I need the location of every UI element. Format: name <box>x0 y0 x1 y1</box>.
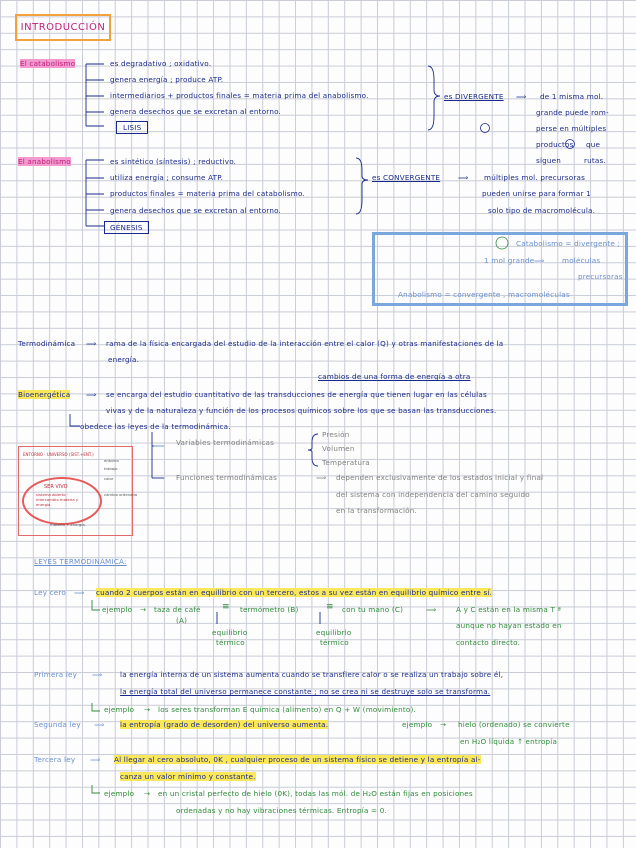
tercera-ex-text-1: en un cristal perfecto de hielo (0K), todas las mól. de H₂O están fijas en posiciones <box>158 789 473 798</box>
bioenergetica-term: Bioenergética <box>18 390 71 399</box>
tercera-ex-text-2: ordenadas y no hay vibraciones térmicas. Entropía = 0. <box>176 806 388 815</box>
bioenergetica-label <box>18 390 70 399</box>
funcs-text-1: dependen exclusivamente de los estados inicial y final <box>336 473 544 482</box>
ley-cero-res-1: A y C están en la misma T ª <box>456 605 562 614</box>
anab-item-3: productos finales = materia prima del catabolismo. <box>110 189 305 198</box>
anabolismo-term: El anabolismo <box>18 157 71 166</box>
segunda-ex-text: hielo (ordenado) se convierte <box>458 720 570 729</box>
divergente-line-3: perse en múltiples <box>536 124 607 133</box>
arrow-icon: → <box>440 720 447 729</box>
convergente-line-2: pueden unirse para formar 1 <box>482 189 591 198</box>
legend-line-4: Anabolismo = convergente , macromoléculas <box>398 290 570 299</box>
diagram-label-entorno: entorno <box>104 458 119 463</box>
ley-cero-ex-b: termómetro (B) <box>240 605 299 614</box>
catab-item-1: es degradativo ; oxidativo. <box>110 59 212 68</box>
diagram-center: SER VIVO <box>44 484 68 490</box>
divergente-line-4: productos <box>536 140 574 149</box>
catabolismo-term: El catabolismo <box>20 59 76 68</box>
termo-text-1: rama de la física encargada del estudio de la interacción entre el calor (Q) y otras manifestaciones de la <box>106 339 504 348</box>
equals-icon: ≡ <box>222 602 230 612</box>
funcs-text-2: del sistema con independencia del camino seguido <box>336 490 530 499</box>
ley-cero-ex-c: con tu mano (C) <box>342 605 404 614</box>
arrow-icon: ⟹ <box>516 92 527 101</box>
arrow-icon: ⟹ <box>458 173 469 182</box>
arrow-icon: → <box>140 605 147 614</box>
anabolismo-label <box>18 157 71 166</box>
diagram-label-calor: calor <box>104 476 114 481</box>
tercera-ley-label: Tercera ley <box>34 755 76 764</box>
termo-text-2: energía. <box>108 355 140 364</box>
segunda-ley-label: Segunda ley <box>34 720 81 729</box>
eq-2: equilibrio <box>316 628 352 637</box>
termodinamica-label: Termodinámica <box>18 339 76 348</box>
tercera-ex: ejemplo <box>104 789 135 798</box>
legend-line-2: 1 mol grande <box>484 256 535 265</box>
arrow-icon: → <box>144 705 151 714</box>
divergente-line-5: que <box>586 140 601 149</box>
bio-above-note: cambios de una forma de energía a otra <box>318 372 471 381</box>
funcs-label: Funciones termodinámicas <box>176 473 278 482</box>
var-presion: Presión <box>322 430 350 439</box>
ley-cero-label: Ley cero <box>34 588 67 597</box>
anab-item-1: es sintético (síntesis) ; reductivo. <box>110 157 237 166</box>
diagram-label-trabajo: trabajo <box>104 466 118 471</box>
ley-cero-ex-a: taza de café <box>154 605 201 614</box>
divergente-line-7: rutas. <box>584 156 606 165</box>
diagram-header: ENTORNO · UNIVERSO (SIST.+ENT.) <box>23 452 94 457</box>
tercera-text-1 <box>114 755 481 764</box>
diagram-label-materia: materia + energía <box>50 522 85 527</box>
segunda-ex: ejemplo <box>402 720 433 729</box>
bio-text-2: vivas y de la naturaleza y función de los procesos químicos sobre los que se basan las transducciones. <box>106 406 497 415</box>
catab-item-3: intermediarios + productos finales = materia prima del anabolismo. <box>110 91 369 100</box>
funcs-text-3: en la transformación. <box>336 506 417 515</box>
catab-item-2: genera energía ; produce ATP. <box>110 75 224 84</box>
primera-ley-label: Primera ley <box>34 670 78 679</box>
eq-1b: térmico <box>216 638 245 647</box>
catab-item-4: genera desechos que se excretan al entorno. <box>110 107 282 116</box>
bio-text-1: se encarga del estudio cuantitativo de las transducciones de energía que tienen lugar en las células <box>106 390 487 399</box>
arrow-icon: ⟹ <box>534 256 545 265</box>
ley-cero-res-2: aunque no hayan estado en <box>456 621 562 630</box>
segunda-text <box>120 720 328 729</box>
divergente-line-6: siguen <box>536 156 562 165</box>
tercera-text-2 <box>120 772 256 781</box>
primera-ex: ejemplo <box>104 705 135 714</box>
tercera-highlight-2: canza un valor mínimo y constante. <box>120 772 256 781</box>
segunda-highlight: la entropía (grado de desorden) del universo aumenta. <box>120 720 329 729</box>
legend-line-2b: moléculas <box>562 256 601 265</box>
primera-text-2: la energía total del universo permanece constante ; no se crea ni se destruye solo se transforma. <box>120 687 491 696</box>
obedece-text: obedece las leyes de la termodinámica. <box>80 422 231 431</box>
ley-cero-text <box>96 588 492 597</box>
arrow-icon: ⟹ <box>426 605 437 614</box>
convergente-line-1: múltiples mol. precursoras <box>484 173 586 182</box>
arrow-icon: ⟹ <box>86 390 97 399</box>
arrow-icon: ⟹ <box>74 588 85 597</box>
eq-1: equilibrio <box>212 628 248 637</box>
ley-cero-ex-a2: (A) <box>176 616 188 625</box>
primera-text-1: la energía interna de un sistema aumenta cuando se transfiere calor o se realiza un trabajo sobre él, <box>120 670 504 679</box>
diagram-sub: sistema abierto · intercambio materia y energía <box>36 492 79 507</box>
leyes-header: LEYES TERMODINÁMICA: <box>34 557 127 566</box>
tercera-highlight-1: Al llegar al cero absoluto, 0K , cualquier proceso de un sistema físico se detiene y la entropía al- <box>114 755 481 764</box>
lisis-box: LISIS <box>116 121 148 134</box>
ley-cero-ex: ejemplo <box>102 605 133 614</box>
catabolismo-label <box>20 59 75 68</box>
divergente-line-2: grande puede rom- <box>536 108 609 117</box>
vars-label: Variables termodinámicas <box>176 438 275 447</box>
anab-item-2: utiliza energía ; consume ATP. <box>110 173 224 182</box>
ley-cero-res-3: contacto directo. <box>456 638 521 647</box>
genesis-box: GÉNESIS <box>104 221 149 234</box>
var-volumen: Volumen <box>322 444 355 453</box>
arrow-icon: ⟹ <box>92 670 103 679</box>
legend-line-1: Catabolismo = divergente ; <box>516 239 621 248</box>
segunda-ex-text-2: en H₂O líquida ↑ entropía <box>460 737 558 746</box>
divergente-line-1: de 1 misma mol. <box>540 92 604 101</box>
eq-2b: térmico <box>320 638 349 647</box>
convergente-key: es CONVERGENTE <box>372 173 441 182</box>
diagram-label-cambio: cambio ordenado <box>104 492 138 497</box>
ley-cero-highlight: cuando 2 cuerpos están en equilibrio con un tercero, estos a su vez están en equilibrio químico entre sí. <box>96 588 493 597</box>
divergente-key: es DIVERGENTE <box>444 92 504 101</box>
primera-ex-text: los seres transforman E química (alimento) en Q + W (movimiento). <box>158 705 417 714</box>
arrow-icon: ⟹ <box>94 720 105 729</box>
arrow-icon: → <box>144 789 151 798</box>
arrow-icon: ⟹ <box>316 473 327 482</box>
legend-line-3: precursoras <box>578 272 623 281</box>
var-temperatura: Temperatura <box>322 458 370 467</box>
page-title: INTRODUCCIÓN <box>15 14 111 41</box>
equals-icon: ≡ <box>326 602 334 612</box>
arrow-icon: ⟹ <box>90 755 101 764</box>
anab-item-4: genera desechos que se excretan al entorno. <box>110 206 282 215</box>
convergente-line-3: solo tipo de macromolécula. <box>488 206 596 215</box>
arrow-icon: ⟹ <box>86 339 97 348</box>
